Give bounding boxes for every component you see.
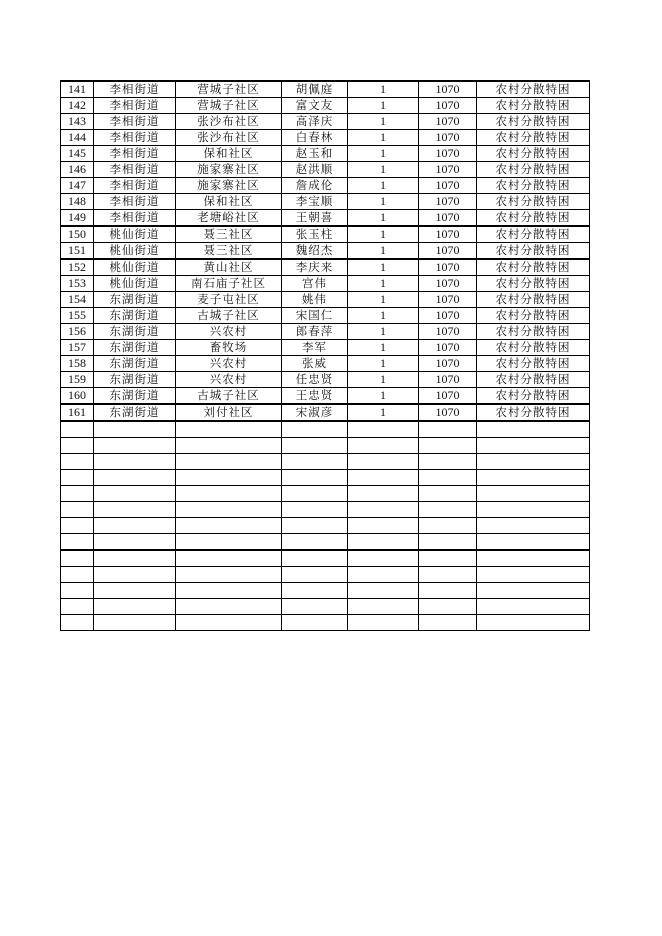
table-body [61,81,590,631]
cell-name: 魏绍杰 [282,243,348,260]
cell-count: 1 [348,210,419,227]
cell-amount: 1070 [419,130,477,146]
cell-count: 1 [348,292,419,308]
cell-name: 宫伟 [282,276,348,292]
table-row [61,276,590,292]
cell-street: 东湖街道 [94,324,176,340]
cell-type: 农村分散特困 [477,146,590,162]
cell-no: 153 [61,276,94,292]
table-row [61,388,590,405]
cell-street: 李相街道 [94,210,176,227]
cell-street [94,454,176,470]
cell-no [61,599,94,615]
cell-name: 詹成伦 [282,178,348,194]
cell-count [348,615,419,631]
cell-no [61,454,94,470]
cell-type: 农村分散特困 [477,356,590,372]
cell-count [348,518,419,534]
table-row [61,98,590,114]
cell-no [61,470,94,486]
cell-no: 145 [61,146,94,162]
cell-type [477,518,590,534]
cell-name: 胡佩庭 [282,81,348,98]
cell-community: 古城子社区 [176,388,282,405]
cell-amount [419,502,477,518]
cell-count: 1 [348,356,419,372]
table-row [61,356,590,372]
cell-type [477,470,590,486]
cell-community: 南石庙子社区 [176,276,282,292]
cell-count: 1 [348,340,419,356]
cell-amount: 1070 [419,162,477,178]
cell-count: 1 [348,243,419,260]
cell-count [348,550,419,567]
cell-count: 1 [348,308,419,324]
cell-amount [419,470,477,486]
cell-type [477,486,590,502]
cell-community: 保和社区 [176,146,282,162]
cell-community: 张沙布社区 [176,114,282,130]
cell-amount [419,550,477,567]
cell-community: 聂三社区 [176,226,282,243]
cell-amount: 1070 [419,356,477,372]
cell-name [282,567,348,583]
cell-type [477,599,590,615]
cell-street: 东湖街道 [94,292,176,308]
cell-count: 1 [348,178,419,194]
cell-amount [419,518,477,534]
cell-street [94,438,176,454]
cell-no: 146 [61,162,94,178]
cell-no: 144 [61,130,94,146]
table-row [61,114,590,130]
table-row [61,259,590,276]
cell-type: 农村分散特困 [477,388,590,405]
cell-no: 154 [61,292,94,308]
cell-community: 营城子社区 [176,98,282,114]
cell-count: 1 [348,194,419,210]
cell-type: 农村分散特困 [477,194,590,210]
cell-name [282,454,348,470]
cell-community [176,486,282,502]
cell-amount: 1070 [419,276,477,292]
spreadsheet-table [60,80,590,631]
cell-amount [419,599,477,615]
cell-count [348,454,419,470]
cell-type: 农村分散特困 [477,324,590,340]
cell-amount: 1070 [419,388,477,405]
cell-amount [419,486,477,502]
cell-no [61,421,94,438]
cell-no: 157 [61,340,94,356]
cell-name: 任忠贤 [282,372,348,388]
cell-type: 农村分散特困 [477,243,590,260]
cell-community [176,567,282,583]
cell-community: 保和社区 [176,194,282,210]
cell-amount: 1070 [419,324,477,340]
cell-community [176,502,282,518]
cell-street [94,486,176,502]
cell-no [61,550,94,567]
cell-street: 东湖街道 [94,388,176,405]
cell-type: 农村分散特困 [477,372,590,388]
cell-no: 158 [61,356,94,372]
cell-count: 1 [348,81,419,98]
cell-no: 155 [61,308,94,324]
cell-type [477,567,590,583]
cell-amount [419,421,477,438]
cell-amount: 1070 [419,340,477,356]
cell-count: 1 [348,259,419,276]
cell-type [477,438,590,454]
cell-community [176,438,282,454]
cell-name: 李军 [282,340,348,356]
cell-community: 畜牧场 [176,340,282,356]
cell-community [176,454,282,470]
cell-street: 李相街道 [94,114,176,130]
cell-count: 1 [348,226,419,243]
cell-street [94,583,176,599]
cell-community: 施家寨社区 [176,162,282,178]
cell-count [348,599,419,615]
cell-type: 农村分散特困 [477,276,590,292]
table-row [61,130,590,146]
cell-name [282,438,348,454]
cell-street: 桃仙街道 [94,226,176,243]
cell-type: 农村分散特困 [477,308,590,324]
cell-street [94,599,176,615]
cell-street: 桃仙街道 [94,276,176,292]
empty-row [61,470,590,486]
cell-name: 姚伟 [282,292,348,308]
cell-type [477,550,590,567]
cell-name [282,518,348,534]
cell-community [176,421,282,438]
cell-community: 张沙布社区 [176,130,282,146]
cell-type [477,454,590,470]
cell-street: 桃仙街道 [94,243,176,260]
cell-amount: 1070 [419,259,477,276]
cell-no [61,615,94,631]
cell-count [348,470,419,486]
cell-no [61,567,94,583]
cell-community: 麦子屯社区 [176,292,282,308]
cell-count [348,502,419,518]
cell-count: 1 [348,98,419,114]
table-row [61,146,590,162]
cell-community: 老塘峪社区 [176,210,282,227]
cell-no: 161 [61,404,94,421]
cell-amount: 1070 [419,178,477,194]
cell-count: 1 [348,276,419,292]
cell-amount: 1070 [419,404,477,421]
table-row [61,194,590,210]
cell-name: 赵洪顺 [282,162,348,178]
empty-row [61,421,590,438]
cell-type: 农村分散特困 [477,292,590,308]
cell-name [282,615,348,631]
cell-no: 150 [61,226,94,243]
cell-community [176,599,282,615]
cell-no [61,534,94,551]
empty-row [61,502,590,518]
cell-community: 营城子社区 [176,81,282,98]
cell-no: 143 [61,114,94,130]
cell-name: 张威 [282,356,348,372]
table-row [61,162,590,178]
cell-community: 聂三社区 [176,243,282,260]
cell-no [61,518,94,534]
cell-amount: 1070 [419,292,477,308]
cell-count [348,486,419,502]
cell-street: 桃仙街道 [94,259,176,276]
table-row [61,243,590,260]
cell-no: 148 [61,194,94,210]
table-row [61,308,590,324]
cell-community: 兴农村 [176,372,282,388]
cell-count: 1 [348,372,419,388]
cell-name: 白春林 [282,130,348,146]
cell-count: 1 [348,404,419,421]
cell-type [477,502,590,518]
cell-amount [419,567,477,583]
cell-name: 宋淑彦 [282,404,348,421]
cell-community [176,550,282,567]
cell-street: 李相街道 [94,81,176,98]
cell-amount: 1070 [419,308,477,324]
cell-amount: 1070 [419,98,477,114]
cell-community [176,615,282,631]
cell-type: 农村分散特困 [477,114,590,130]
cell-name [282,470,348,486]
table-row [61,324,590,340]
cell-amount: 1070 [419,81,477,98]
cell-name: 郎春萍 [282,324,348,340]
cell-amount: 1070 [419,372,477,388]
empty-row [61,583,590,599]
cell-type [477,534,590,551]
empty-row [61,454,590,470]
cell-amount: 1070 [419,194,477,210]
cell-count: 1 [348,324,419,340]
cell-type: 农村分散特困 [477,404,590,421]
cell-street [94,421,176,438]
empty-row [61,534,590,551]
empty-row [61,599,590,615]
cell-street: 李相街道 [94,194,176,210]
table-row [61,210,590,227]
cell-type: 农村分散特困 [477,130,590,146]
table-row [61,81,590,98]
cell-type: 农村分散特困 [477,162,590,178]
cell-type: 农村分散特困 [477,210,590,227]
cell-no [61,486,94,502]
cell-name [282,550,348,567]
cell-community: 古城子社区 [176,308,282,324]
cell-type [477,583,590,599]
cell-street [94,470,176,486]
cell-amount: 1070 [419,243,477,260]
cell-street: 东湖街道 [94,356,176,372]
cell-amount: 1070 [419,210,477,227]
cell-street: 李相街道 [94,146,176,162]
cell-name [282,583,348,599]
cell-type: 农村分散特困 [477,81,590,98]
cell-amount [419,438,477,454]
cell-community [176,583,282,599]
empty-row [61,567,590,583]
cell-street [94,518,176,534]
cell-name [282,421,348,438]
cell-street: 李相街道 [94,98,176,114]
cell-community: 刘付社区 [176,404,282,421]
cell-no [61,438,94,454]
cell-name [282,502,348,518]
cell-street: 东湖街道 [94,340,176,356]
cell-street: 李相街道 [94,178,176,194]
cell-count: 1 [348,130,419,146]
cell-name: 赵玉和 [282,146,348,162]
cell-street: 东湖街道 [94,308,176,324]
cell-name [282,599,348,615]
table-row [61,340,590,356]
cell-count: 1 [348,388,419,405]
table-row [61,178,590,194]
empty-row [61,486,590,502]
cell-street: 李相街道 [94,130,176,146]
cell-amount [419,454,477,470]
cell-name [282,486,348,502]
cell-count: 1 [348,114,419,130]
cell-name: 高泽庆 [282,114,348,130]
empty-row [61,615,590,631]
cell-community [176,534,282,551]
cell-street: 东湖街道 [94,404,176,421]
cell-community: 兴农村 [176,356,282,372]
table-row [61,404,590,421]
empty-row [61,438,590,454]
cell-no: 160 [61,388,94,405]
cell-no [61,502,94,518]
cell-type: 农村分散特困 [477,226,590,243]
cell-amount [419,534,477,551]
cell-name: 富文友 [282,98,348,114]
cell-street [94,550,176,567]
empty-row [61,518,590,534]
cell-name: 张玉柱 [282,226,348,243]
cell-count [348,534,419,551]
cell-no: 141 [61,81,94,98]
cell-community [176,470,282,486]
cell-no: 159 [61,372,94,388]
cell-street [94,615,176,631]
table-row [61,226,590,243]
cell-count [348,567,419,583]
cell-no: 151 [61,243,94,260]
cell-type [477,421,590,438]
cell-name: 王朝喜 [282,210,348,227]
cell-count: 1 [348,162,419,178]
cell-type: 农村分散特困 [477,259,590,276]
cell-count [348,421,419,438]
cell-no: 156 [61,324,94,340]
cell-community: 施家寨社区 [176,178,282,194]
cell-no: 142 [61,98,94,114]
cell-type: 农村分散特困 [477,340,590,356]
cell-type: 农村分散特困 [477,178,590,194]
cell-no: 147 [61,178,94,194]
cell-type: 农村分散特困 [477,98,590,114]
cell-name: 李宝顺 [282,194,348,210]
cell-amount [419,615,477,631]
cell-street [94,502,176,518]
cell-type [477,615,590,631]
cell-count [348,438,419,454]
cell-street: 东湖街道 [94,372,176,388]
cell-no: 149 [61,210,94,227]
table-row [61,292,590,308]
cell-no: 152 [61,259,94,276]
empty-row [61,550,590,567]
cell-community: 黄山社区 [176,259,282,276]
cell-street [94,534,176,551]
cell-community: 兴农村 [176,324,282,340]
cell-count [348,583,419,599]
cell-name [282,534,348,551]
cell-amount: 1070 [419,114,477,130]
cell-name: 李庆来 [282,259,348,276]
cell-street [94,567,176,583]
cell-amount: 1070 [419,146,477,162]
cell-amount [419,583,477,599]
cell-street: 李相街道 [94,162,176,178]
cell-amount: 1070 [419,226,477,243]
table-row [61,372,590,388]
cell-count: 1 [348,146,419,162]
cell-name: 王忠贤 [282,388,348,405]
cell-no [61,583,94,599]
cell-community [176,518,282,534]
cell-name: 宋国仁 [282,308,348,324]
